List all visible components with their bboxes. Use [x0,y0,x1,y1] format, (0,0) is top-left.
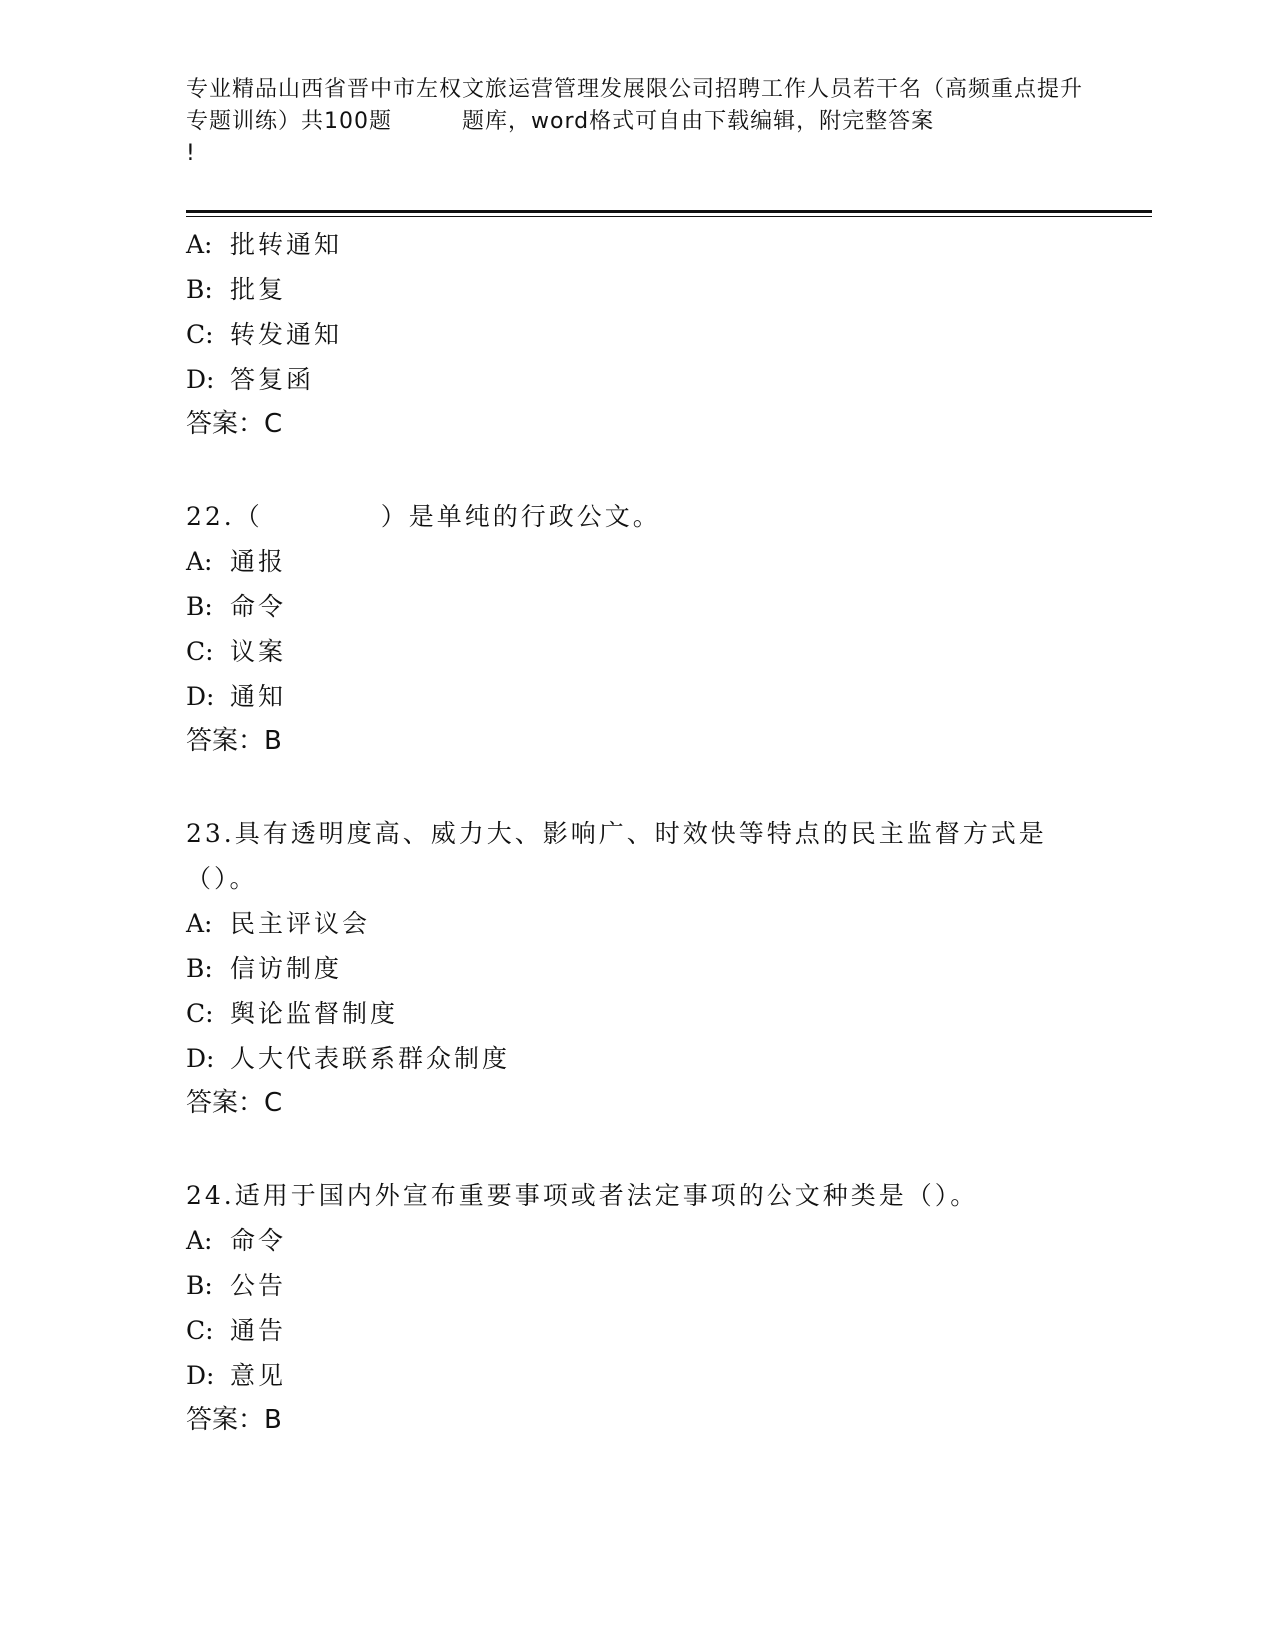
header-title-part3: ! [186,141,196,166]
block-spacer [186,447,1146,494]
header-divider-thin [186,216,1152,217]
option-b: B: 命令 [186,592,287,621]
answer-line: 答案：B [186,726,282,756]
block-spacer [186,764,1146,811]
question-text: 23.具有透明度高、威力大、影响广、时效快等特点的民主监督方式是（）。 [186,819,1047,893]
option-b: B: 信访制度 [186,954,343,983]
answer-line: 答案：B [186,1405,282,1435]
header-title-part2: 题库，word格式可自由下载编辑，附完整答案 [462,109,935,134]
option-c: C: 通告 [186,1316,287,1345]
question-block-21 [186,222,1146,447]
option-a: A: 批转通知 [186,230,343,259]
header-title-part1: 专业精品山西省晋中市左权文旅运营管理发展限公司招聘工作人员若干名（高频重点提升专题训练）共100题 [186,77,1084,134]
question-block-23 [186,811,1146,1126]
document-header [186,74,1086,170]
question-block-22 [186,494,1146,764]
header-divider-thick [186,210,1152,213]
question-text: 22.（ ）是单纯的行政公文。 [186,502,661,531]
answer-line: 答案：C [186,409,283,439]
option-a: A: 命令 [186,1226,287,1255]
option-d: D: 答复函 [186,365,315,394]
block-spacer [186,1126,1146,1173]
question-list [186,222,1146,1443]
answer-line: 答案：C [186,1088,283,1118]
option-a: A: 通报 [186,547,287,576]
question-block-24 [186,1173,1146,1443]
option-c: C: 转发通知 [186,320,343,349]
option-c: C: 舆论监督制度 [186,999,399,1028]
option-b: B: 批复 [186,275,287,304]
option-a: A: 民主评议会 [186,909,371,938]
option-b: B: 公告 [186,1271,287,1300]
question-text: 24.适用于国内外宣布重要事项或者法定事项的公文种类是（）。 [186,1181,979,1210]
option-c: C: 议案 [186,637,287,666]
option-d: D: 通知 [186,682,287,711]
option-d: D: 意见 [186,1361,287,1390]
option-d: D: 人大代表联系群众制度 [186,1044,511,1073]
